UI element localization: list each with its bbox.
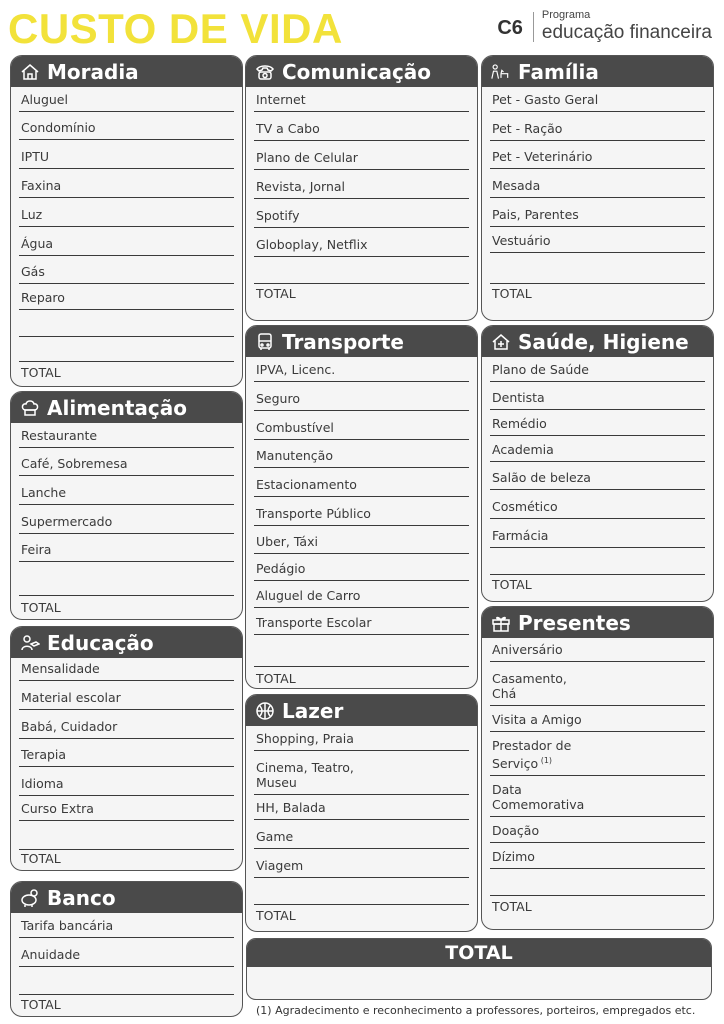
line-item[interactable] <box>254 794 469 820</box>
line-item[interactable] <box>490 705 705 732</box>
line-item[interactable] <box>490 87 705 112</box>
line-item-label: Vestuário <box>492 233 551 248</box>
line-item[interactable] <box>19 533 234 562</box>
line-item-label: Seguro <box>256 391 300 406</box>
line-item-label: Transporte Público <box>256 506 371 521</box>
section-header-banco <box>11 882 242 913</box>
line-item-label: Academia <box>492 442 554 457</box>
line-item-label: Lanche <box>21 485 67 500</box>
section-title: Educação <box>47 630 154 655</box>
line-item-label: Restaurante <box>21 428 98 443</box>
grand-total-title: TOTAL <box>247 939 711 967</box>
section-title: Comunicação <box>282 59 432 84</box>
section-transporte <box>245 325 478 689</box>
chef-hat-icon <box>19 397 41 419</box>
line-item[interactable] <box>19 658 234 681</box>
line-item-label: Idioma <box>21 776 64 791</box>
line-item-label: Pais, Parentes <box>492 207 579 222</box>
line-item[interactable] <box>19 709 234 739</box>
line-item[interactable] <box>254 169 469 199</box>
line-item[interactable] <box>19 197 234 227</box>
line-item-label: Visita a Amigo <box>492 712 582 727</box>
line-item[interactable] <box>490 111 705 141</box>
line-item-label: Data Comemorativa <box>492 782 585 812</box>
section-title: Saúde, Higiene <box>518 329 689 354</box>
line-item-label: HH, Balada <box>256 800 326 815</box>
line-item[interactable] <box>254 634 469 667</box>
line-item[interactable] <box>19 336 234 362</box>
line-item[interactable] <box>254 525 469 554</box>
line-item[interactable] <box>490 357 705 382</box>
line-item[interactable] <box>490 775 705 817</box>
section-header-educacao <box>11 627 242 658</box>
section-familia <box>481 55 714 321</box>
line-item[interactable] <box>19 561 234 596</box>
line-item-label: Viagem <box>256 858 304 873</box>
line-item[interactable] <box>19 139 234 169</box>
page-title: CUSTO DE VIDA <box>8 5 343 52</box>
line-item-label: Internet <box>256 92 306 107</box>
line-item-label: Uber, Táxi <box>256 534 318 549</box>
line-item[interactable] <box>254 750 469 795</box>
graduate-icon <box>19 632 41 654</box>
line-item-label: Spotify <box>256 208 300 223</box>
line-item[interactable] <box>254 726 469 751</box>
section-title: Lazer <box>282 698 344 723</box>
line-item-label: Dízimo <box>492 849 535 864</box>
line-item-label: Mesada <box>492 178 541 193</box>
section-total: TOTAL <box>21 851 61 866</box>
line-item[interactable] <box>19 680 234 710</box>
section-header-transporte <box>246 326 477 357</box>
section-total: TOTAL <box>21 997 61 1012</box>
footnote: (1) Agradecimento e reconhecimento a professores, porteiros, empregados etc. <box>256 1004 696 1017</box>
line-item-label: Supermercado <box>21 514 113 529</box>
line-item[interactable] <box>19 423 234 448</box>
line-item-label: Pet - Veterinário <box>492 149 593 164</box>
line-item[interactable] <box>19 966 234 995</box>
section-title: Família <box>518 59 599 84</box>
line-item[interactable] <box>490 489 705 519</box>
grand-total-box <box>246 938 712 1000</box>
brand-program-name: educação financeira <box>541 22 712 43</box>
line-item[interactable] <box>490 435 705 462</box>
line-item-label: Gás <box>21 264 45 279</box>
line-item-label: Combustível <box>256 420 334 435</box>
section-header-alimentacao <box>11 392 242 423</box>
line-item-label: Aniversário <box>492 642 563 657</box>
line-item-label: Plano de Saúde <box>492 362 589 377</box>
line-item-label: Remédio <box>492 416 547 431</box>
line-item[interactable] <box>490 816 705 843</box>
line-item[interactable] <box>19 913 234 938</box>
section-header-comunicacao <box>246 56 477 87</box>
line-item[interactable] <box>19 283 234 310</box>
line-item-label: Globoplay, Netflix <box>256 237 368 252</box>
piggy-bank-icon <box>19 887 41 909</box>
section-alimentacao <box>10 391 243 620</box>
section-total: TOTAL <box>492 286 532 301</box>
line-item-label: Doação <box>492 823 540 838</box>
section-title: Moradia <box>47 59 139 84</box>
line-item[interactable] <box>490 842 705 869</box>
line-item-label: Babá, Cuidador <box>21 719 118 734</box>
line-item[interactable] <box>490 461 705 490</box>
line-item-label: TV a Cabo <box>256 121 320 136</box>
section-comunicacao <box>245 55 478 321</box>
section-moradia <box>10 55 243 387</box>
line-item[interactable] <box>254 877 469 905</box>
line-item[interactable] <box>490 197 705 227</box>
health-house-icon <box>490 331 512 353</box>
line-item-label: Reparo <box>21 290 65 305</box>
line-item[interactable] <box>490 518 705 548</box>
line-item[interactable] <box>19 475 234 505</box>
section-title: Presentes <box>518 610 631 635</box>
line-item-label: Pet - Ração <box>492 121 563 136</box>
line-item[interactable] <box>254 111 469 141</box>
line-item[interactable] <box>254 381 469 411</box>
line-item[interactable] <box>254 227 469 257</box>
line-item-label: Manutenção <box>256 448 333 463</box>
line-item[interactable] <box>254 467 469 497</box>
brand-mark: C6 <box>497 17 523 39</box>
line-item[interactable] <box>490 638 705 662</box>
line-item[interactable] <box>19 937 234 967</box>
line-item-label: Água <box>21 236 54 251</box>
line-item-label: IPTU <box>21 149 50 164</box>
family-pet-icon <box>490 61 512 83</box>
line-item-label: Pet - Gasto Geral <box>492 92 599 107</box>
line-item-label: Transporte Escolar <box>256 615 372 630</box>
section-lazer <box>245 694 478 932</box>
line-item-label: Game <box>256 829 294 844</box>
section-total: TOTAL <box>492 899 532 914</box>
line-item[interactable] <box>254 198 469 228</box>
line-item[interactable] <box>490 252 705 284</box>
line-item-label: Casamento, Chá <box>492 671 567 701</box>
section-total: TOTAL <box>256 286 296 301</box>
line-item[interactable] <box>254 439 469 468</box>
section-header-lazer <box>246 695 477 726</box>
line-item-label: Dentista <box>492 390 545 405</box>
line-item-label: Prestador de Serviço $^{(1)}$ <box>492 737 572 771</box>
line-item-label: Condomínio <box>21 120 96 135</box>
section-title: Banco <box>47 885 116 910</box>
line-item[interactable] <box>254 496 469 526</box>
section-header-familia <box>482 56 713 87</box>
gift-icon <box>490 612 512 634</box>
line-item-label: Terapia <box>21 747 67 762</box>
line-item-label: Shopping, Praia <box>256 731 354 746</box>
section-header-saude <box>482 326 713 357</box>
line-item[interactable] <box>254 553 469 581</box>
section-presentes <box>481 606 714 930</box>
bus-icon <box>254 331 276 353</box>
section-header-moradia <box>11 56 242 87</box>
line-item[interactable] <box>254 87 469 112</box>
line-item[interactable] <box>19 255 234 284</box>
line-item[interactable] <box>19 111 234 140</box>
line-item-label: Aluguel <box>21 92 68 107</box>
line-item[interactable] <box>490 168 705 198</box>
line-item[interactable] <box>254 410 469 440</box>
line-item[interactable] <box>19 447 234 476</box>
line-item[interactable] <box>490 661 705 706</box>
line-item[interactable] <box>490 381 705 410</box>
line-item-label: Pedágio <box>256 561 306 576</box>
line-item[interactable] <box>490 226 705 253</box>
section-total: TOTAL <box>256 908 296 923</box>
line-item-label: Curso Extra <box>21 801 94 816</box>
brand-program-label: Programa <box>541 9 591 21</box>
section-total: TOTAL <box>492 577 532 592</box>
section-title: Alimentação <box>47 395 187 420</box>
house-icon <box>19 61 41 83</box>
line-item-label: Farmácia <box>492 528 549 543</box>
line-item-label: Material escolar <box>21 690 121 705</box>
line-item[interactable] <box>254 848 469 878</box>
footnote-mark: (1) <box>538 755 553 765</box>
line-item[interactable] <box>254 607 469 635</box>
line-item[interactable] <box>19 820 234 850</box>
line-item-label: Cinema, Teatro, Museu <box>256 760 354 790</box>
line-item-label: Plano de Celular <box>256 150 358 165</box>
line-item[interactable] <box>490 547 705 575</box>
line-item[interactable] <box>254 140 469 170</box>
line-item[interactable] <box>254 256 469 284</box>
line-item-label: Aluguel de Carro <box>256 588 361 603</box>
line-item-label: Anuidade <box>21 947 81 962</box>
line-item-label: Faxina <box>21 178 62 193</box>
line-item[interactable] <box>254 580 469 608</box>
line-item-label: Salão de beleza <box>492 470 591 485</box>
line-item[interactable] <box>490 868 705 896</box>
section-title: Transporte <box>282 329 404 354</box>
section-total: TOTAL <box>21 365 61 380</box>
line-item[interactable] <box>19 766 234 796</box>
line-item-label: Cosmético <box>492 499 558 514</box>
line-item[interactable] <box>19 226 234 256</box>
line-item-label: Feira <box>21 542 52 557</box>
line-item[interactable] <box>490 409 705 436</box>
line-item[interactable] <box>19 309 234 337</box>
section-total: TOTAL <box>21 600 61 615</box>
section-header-presentes <box>482 607 713 638</box>
line-item[interactable] <box>19 168 234 198</box>
line-item-label: Tarifa bancária <box>21 918 114 933</box>
line-item[interactable] <box>19 795 234 821</box>
line-item-label: Café, Sobremesa <box>21 456 128 471</box>
line-item-label: IPVA, Licenc. <box>256 362 336 377</box>
line-item[interactable] <box>254 357 469 382</box>
ball-icon <box>254 700 276 722</box>
section-educacao <box>10 626 243 871</box>
line-item[interactable] <box>254 819 469 849</box>
line-item[interactable] <box>19 504 234 534</box>
line-item[interactable] <box>490 140 705 169</box>
line-item-label: Estacionamento <box>256 477 357 492</box>
line-item-label: Revista, Jornal <box>256 179 346 194</box>
line-item-label: Mensalidade <box>21 661 100 676</box>
section-saude <box>481 325 714 602</box>
brand-divider <box>533 12 534 42</box>
section-total: TOTAL <box>256 671 296 686</box>
line-item-label: Luz <box>21 207 43 222</box>
section-banco <box>10 881 243 1017</box>
line-item[interactable] <box>19 738 234 767</box>
line-item[interactable] <box>19 87 234 112</box>
telephone-icon <box>254 61 276 83</box>
brand-logo <box>497 10 712 42</box>
line-item[interactable] <box>490 731 705 776</box>
